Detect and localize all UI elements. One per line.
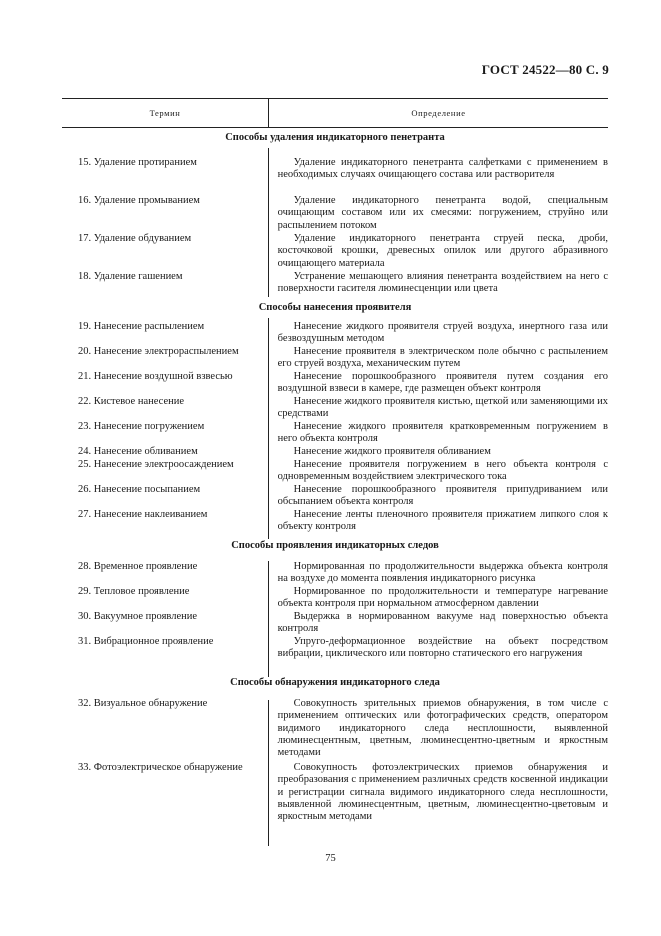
term: 25. Нанесение электроосаждением: [78, 459, 234, 470]
definition: Нанесение жидкого проявителя кистью, щеткой или заменяющими их средствами: [277, 396, 608, 420]
term: 27. Нанесение наклеиванием: [78, 509, 208, 520]
table-row: [62, 195, 608, 233]
term: 15. Удаление протиранием: [78, 157, 197, 168]
table-row: [62, 271, 608, 297]
definition: Нанесение проявителя в электрическом поле обычно с распылением его струей воздуха, механическим путем: [277, 346, 608, 370]
term: 22. Кистевое нанесение: [78, 396, 184, 407]
term: 17. Удаление обдуванием: [78, 233, 192, 244]
table-row: [62, 509, 608, 535]
table-row: [62, 233, 608, 271]
definition: Удаление индикаторного пенетранта струей песка, дроби, косточковой крошки, древесных опилок или другого абразивного очищающего материала: [277, 233, 608, 269]
table-row: [62, 396, 608, 421]
table-row: [62, 762, 608, 826]
definition: Упруго-деформационное воздействие на объект посредством вибрации, циклического или повторно статического его нагружения: [277, 636, 608, 660]
section-title: Способы нанесения проявителя: [258, 302, 412, 313]
definition: Совокупность фотоэлектрических приемов обнаружения и преобразования с применением различных средств косвенной индикации и регистрации сигнала видимого индикаторного следа несплошности, выявленной люминесцентным, цветным, люминесцентно-цветовым и яркостным методами: [277, 762, 608, 823]
term: 16. Удаление промыванием: [78, 195, 200, 206]
definition: Удаление индикаторного пенетранта водой, специальным очищающим составом или их смесями: погружением, струйно или распылением потоком: [277, 195, 608, 231]
definition-column-header: Определение: [411, 108, 466, 118]
definition: Устранение мешающего влияния пенетранта воздействием на него с поверхности гасителя люминесценции или цвета: [277, 271, 608, 295]
term: 21. Нанесение воздушной взвесью: [78, 371, 233, 382]
table-row: [62, 561, 608, 586]
definition: Нанесение жидкого проявителя кратковременным погружением в него объекта контроля: [277, 421, 608, 445]
table-row: [62, 346, 608, 371]
term: 28. Временное проявление: [78, 561, 198, 572]
definition: Нанесение жидкого проявителя обливанием: [293, 446, 491, 457]
definition: Нанесение проявителя погружением в него объекта контроля с одновременным воздействием электрического тока: [277, 459, 608, 483]
table-row: [62, 371, 608, 396]
page-number: 75: [325, 853, 336, 864]
term: 29. Тепловое проявление: [78, 586, 190, 597]
table-header: [62, 98, 608, 128]
table-row: [62, 586, 608, 611]
table-row: [62, 698, 608, 762]
term: 23. Нанесение погружением: [78, 421, 205, 432]
table-row: [62, 421, 608, 446]
definition: Нанесение ленты пленочного проявителя прижатием липкого слоя к объекту контроля: [277, 509, 608, 533]
term: 26. Нанесение посыпанием: [78, 484, 201, 495]
term: 20. Нанесение электрораспылением: [78, 346, 239, 357]
table-row: [62, 611, 608, 636]
definition: Нанесение порошкообразного проявителя путем создания его воздушной взвеси в камере, где размещен объект контроля: [277, 371, 608, 395]
table-row: [62, 321, 608, 346]
table-row: [62, 157, 608, 195]
definition: Нормированное по продолжительности и температуре нагревание объекта контроля при нормальном атмосферном давлении: [277, 586, 608, 610]
term-column-header: Термин: [62, 99, 269, 127]
definition: Совокупность зрительных приемов обнаружения, в том числе с применением оптических или фотографических средств, оператором видимого индикаторного следа несплошности, выявленной люминесцентным, цветным, люминесцентно-цветным и яркостным методами: [277, 698, 608, 759]
section-title: Способы проявления индикаторных следов: [231, 540, 439, 551]
section-title: Способы обнаружения индикаторного следа: [230, 677, 440, 688]
definition: Нанесение порошкообразного проявителя припудриванием или обсыпанием объекта контроля: [277, 484, 608, 508]
table-row: [62, 636, 608, 675]
term: 19. Нанесение распылением: [78, 321, 205, 332]
term: 33. Фотоэлектрическое обнаружение: [78, 762, 243, 773]
term: 31. Вибрационное проявление: [78, 636, 214, 647]
term: 18. Удаление гашением: [78, 271, 183, 282]
terms-table: [62, 126, 608, 826]
table-row: [62, 484, 608, 509]
definition: Удаление индикаторного пенетранта салфетками с применением в необходимых случаях очищающего состава или растворителя: [277, 157, 608, 181]
term: 24. Нанесение обливанием: [78, 446, 198, 457]
table-row: [62, 446, 608, 459]
section-title: Способы удаления индикаторного пенетранта: [225, 132, 445, 143]
table-row: [62, 459, 608, 484]
term: 32. Визуальное обнаружение: [78, 698, 208, 709]
definition: Нормированная по продолжительности выдержка объекта контроля на воздухе до момента появления индикаторного рисунка: [277, 561, 608, 585]
document-header: ГОСТ 24522—80 С. 9: [481, 62, 609, 77]
definition: Выдержка в нормированном вакууме над поверхностью объекта контроля: [277, 611, 608, 635]
definition: Нанесение жидкого проявителя струей воздуха, инертного газа или безвоздушным методом: [277, 321, 608, 345]
term: 30. Вакуумное проявление: [78, 611, 198, 622]
